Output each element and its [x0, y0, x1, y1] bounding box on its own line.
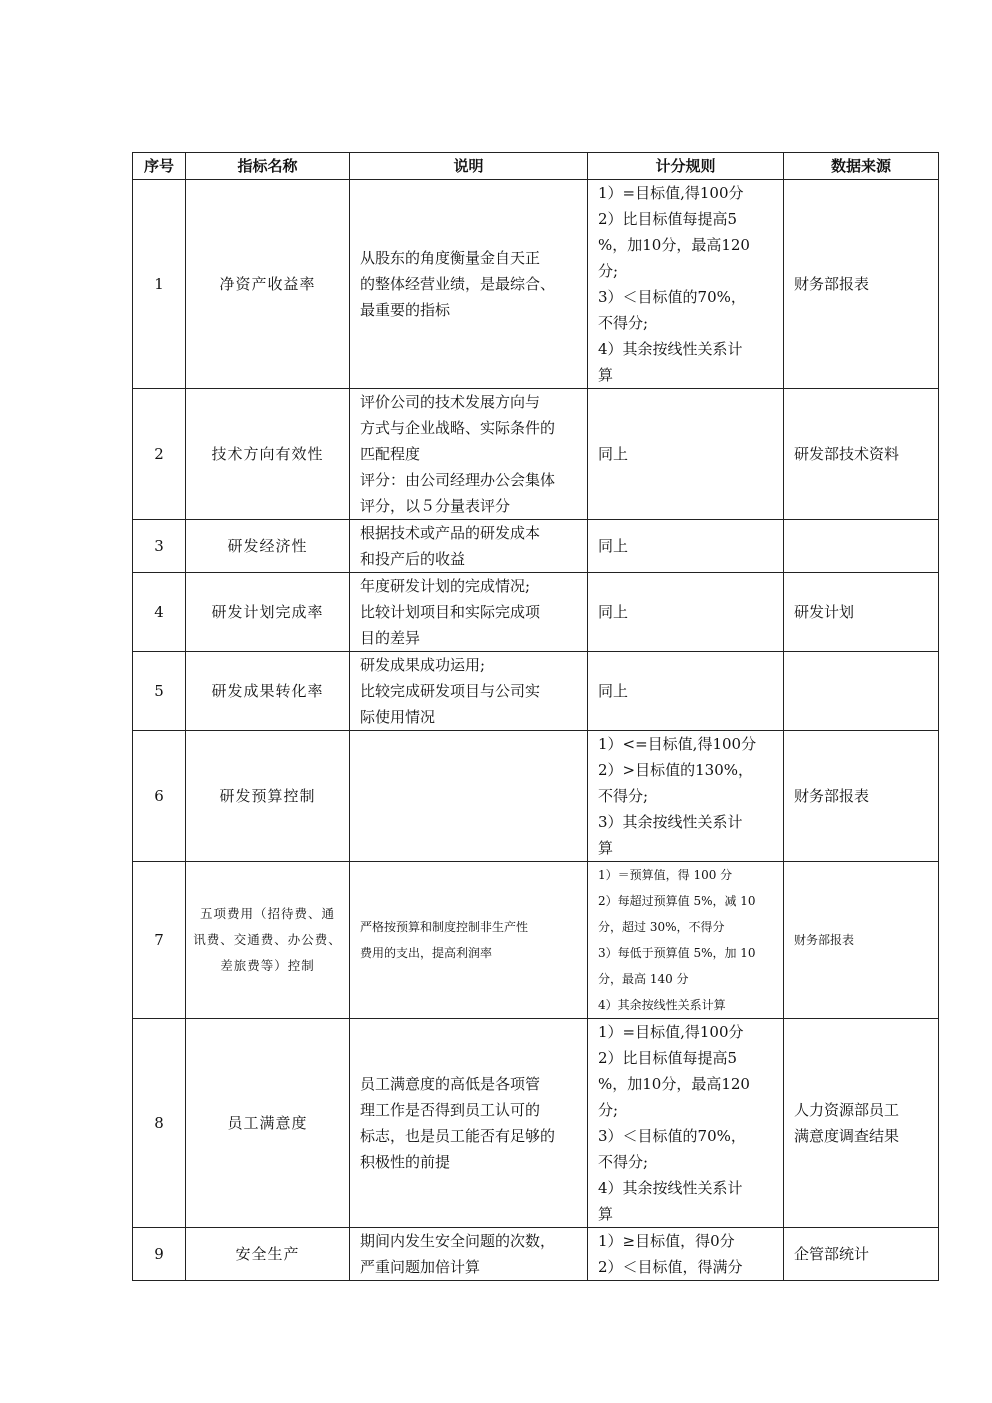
row-source: [784, 862, 939, 1019]
header-source: 数据来源: [784, 153, 939, 180]
rule-line: 算: [598, 1205, 614, 1223]
rule-line: 算: [598, 366, 614, 384]
row-name: [186, 652, 350, 731]
row-name: [186, 1019, 350, 1228]
row-name: [186, 520, 350, 573]
row-rule: [588, 389, 784, 520]
row-rule: [588, 862, 784, 1019]
name-line: 员工满意度: [227, 1114, 308, 1132]
row-name: [186, 573, 350, 652]
row-source: [784, 389, 939, 520]
desc-line: 严格按预算和制度控制非生产性: [360, 920, 529, 934]
row-rule: [588, 573, 784, 652]
row-name: [186, 180, 350, 389]
rule-line: 2）＜目标值，得满分: [598, 1258, 743, 1276]
row-desc: [350, 731, 588, 862]
row-name: [186, 389, 350, 520]
name-line: 研发经济性: [227, 537, 308, 555]
row-no: 4: [133, 573, 186, 652]
name-line: 净资产收益率: [219, 275, 316, 293]
rule-line: 1）＝预算值，得 100 分: [598, 868, 733, 882]
source-line: 财务部报表: [794, 275, 870, 293]
row-desc: [350, 652, 588, 731]
name-line: 研发预算控制: [219, 787, 316, 805]
row-name: [186, 862, 350, 1019]
rule-line: 同上: [598, 537, 629, 555]
desc-line: 的整体经营业绩，是最综合、: [360, 275, 556, 293]
table-row: [133, 731, 939, 862]
row-desc: [350, 389, 588, 520]
rule-line: 1）=目标值,得100分: [598, 184, 744, 202]
desc-line: 费用的支出，提高利润率: [360, 946, 493, 960]
desc-line: 年度研发计划的完成情况;: [360, 577, 531, 595]
desc-line: 匹配程度: [360, 445, 421, 463]
row-no: 2: [133, 389, 186, 520]
desc-line: 评价公司的技术发展方向与: [360, 393, 541, 411]
row-no: 6: [133, 731, 186, 862]
row-no: 9: [133, 1228, 186, 1281]
rule-line: 4）其余按线性关系计算: [598, 998, 726, 1012]
desc-line: 比较计划项目和实际完成项: [360, 603, 541, 621]
row-source: [784, 520, 939, 573]
rule-line: 3）＜目标值的70%，: [598, 1127, 746, 1145]
table-row: [133, 1019, 939, 1228]
row-desc: [350, 520, 588, 573]
source-line: 满意度调查结果: [794, 1127, 900, 1145]
table-row: [133, 520, 939, 573]
desc-line: 评分：由公司经理办公会集体: [360, 471, 556, 489]
desc-line: 标志，也是员工能否有足够的: [360, 1127, 556, 1145]
name-line: 安全生产: [235, 1245, 300, 1263]
desc-line: 理工作是否得到员工认可的: [360, 1101, 541, 1119]
rule-line: 2）>目标值的130%，: [598, 761, 753, 779]
rule-line: 同上: [598, 445, 629, 463]
rule-line: 4）其余按线性关系计: [598, 340, 743, 358]
desc-line: 员工满意度的高低是各项管: [360, 1075, 541, 1093]
rule-line: 同上: [598, 682, 629, 700]
row-source: [784, 180, 939, 389]
name-line: 技术方向有效性: [211, 445, 324, 463]
rule-line: 2）每超过预算值 5%，减 10: [598, 894, 756, 908]
row-no: 5: [133, 652, 186, 731]
row-desc: [350, 1228, 588, 1281]
row-source: [784, 731, 939, 862]
rule-line: 4）其余按线性关系计: [598, 1179, 743, 1197]
header-rule: 计分规则: [588, 153, 784, 180]
table-row: [133, 573, 939, 652]
header-name: 指标名称: [186, 153, 350, 180]
rule-line: 不得分;: [598, 1153, 649, 1171]
desc-line: 期间内发生安全问题的次数，: [360, 1232, 556, 1250]
row-no: 3: [133, 520, 186, 573]
rule-line: %，加10分，最高120: [598, 1075, 750, 1093]
row-name: [186, 1228, 350, 1281]
row-rule: [588, 1228, 784, 1281]
desc-line: 研发成果成功运用;: [360, 656, 486, 674]
name-line: 讯费、交通费、办公费、: [193, 932, 342, 947]
row-no: 7: [133, 862, 186, 1019]
table-row: [133, 652, 939, 731]
header-desc: 说明: [350, 153, 588, 180]
row-rule: [588, 652, 784, 731]
row-desc: [350, 573, 588, 652]
table-body: [133, 180, 939, 1281]
row-rule: [588, 180, 784, 389]
rule-line: 3）其余按线性关系计: [598, 813, 743, 831]
source-line: 研发计划: [794, 603, 855, 621]
row-desc: [350, 862, 588, 1019]
row-no: 1: [133, 180, 186, 389]
rule-line: 分，超过 30%，不得分: [598, 920, 725, 934]
rule-line: 2）比目标值每提高5: [598, 1049, 738, 1067]
desc-line: 目的差异: [360, 629, 421, 647]
rule-line: 1）<=目标值,得100分: [598, 735, 757, 753]
row-rule: [588, 1019, 784, 1228]
rule-line: 不得分;: [598, 787, 649, 805]
rule-line: 同上: [598, 603, 629, 621]
table-row: [133, 389, 939, 520]
desc-line: 积极性的前提: [360, 1153, 451, 1171]
source-line: 财务部报表: [794, 933, 855, 947]
rule-line: %，加10分，最高120: [598, 236, 750, 254]
row-rule: [588, 731, 784, 862]
name-line: 研发成果转化率: [211, 682, 324, 700]
kpi-table: [132, 152, 939, 1281]
source-line: 财务部报表: [794, 787, 870, 805]
rule-line: 分;: [598, 262, 619, 280]
desc-line: 比较完成研发项目与公司实: [360, 682, 541, 700]
row-desc: [350, 1019, 588, 1228]
desc-line: 际使用情况: [360, 708, 436, 726]
table-row: [133, 1228, 939, 1281]
desc-line: 方式与企业战略、实际条件的: [360, 419, 556, 437]
table-row: [133, 862, 939, 1019]
row-desc: [350, 180, 588, 389]
rule-line: 不得分;: [598, 314, 649, 332]
rule-line: 分;: [598, 1101, 619, 1119]
row-name: [186, 731, 350, 862]
name-line: 差旅费等）控制: [220, 958, 315, 973]
rule-line: 3）＜目标值的70%，: [598, 288, 746, 306]
row-no: 8: [133, 1019, 186, 1228]
source-line: 研发部技术资料: [794, 445, 900, 463]
table-header-row: [133, 153, 939, 180]
desc-line: 根据技术或产品的研发成本: [360, 524, 541, 542]
rule-line: 2）比目标值每提高5: [598, 210, 738, 228]
desc-line: 和投产后的收益: [360, 550, 466, 568]
source-line: 人力资源部员工: [794, 1101, 900, 1119]
rule-line: 3）每低于预算值 5%，加 10: [598, 946, 756, 960]
row-source: [784, 652, 939, 731]
desc-line: 最重要的指标: [360, 301, 451, 319]
table-row: [133, 180, 939, 389]
desc-line: 评分，以５分量表评分: [360, 497, 511, 515]
rule-line: 1）≥目标值，得0分: [598, 1232, 735, 1250]
name-line: 研发计划完成率: [211, 603, 324, 621]
source-line: 企管部统计: [794, 1245, 870, 1263]
header-no: 序号: [133, 153, 186, 180]
row-source: [784, 573, 939, 652]
rule-line: 分，最高 140 分: [598, 972, 689, 986]
desc-line: 从股东的角度衡量金自天正: [360, 249, 541, 267]
row-source: [784, 1019, 939, 1228]
name-line: 五项费用（招待费、通: [199, 906, 335, 921]
row-rule: [588, 520, 784, 573]
rule-line: 1）=目标值,得100分: [598, 1023, 744, 1041]
desc-line: 严重问题加倍计算: [360, 1258, 481, 1276]
row-source: [784, 1228, 939, 1281]
rule-line: 算: [598, 839, 614, 857]
